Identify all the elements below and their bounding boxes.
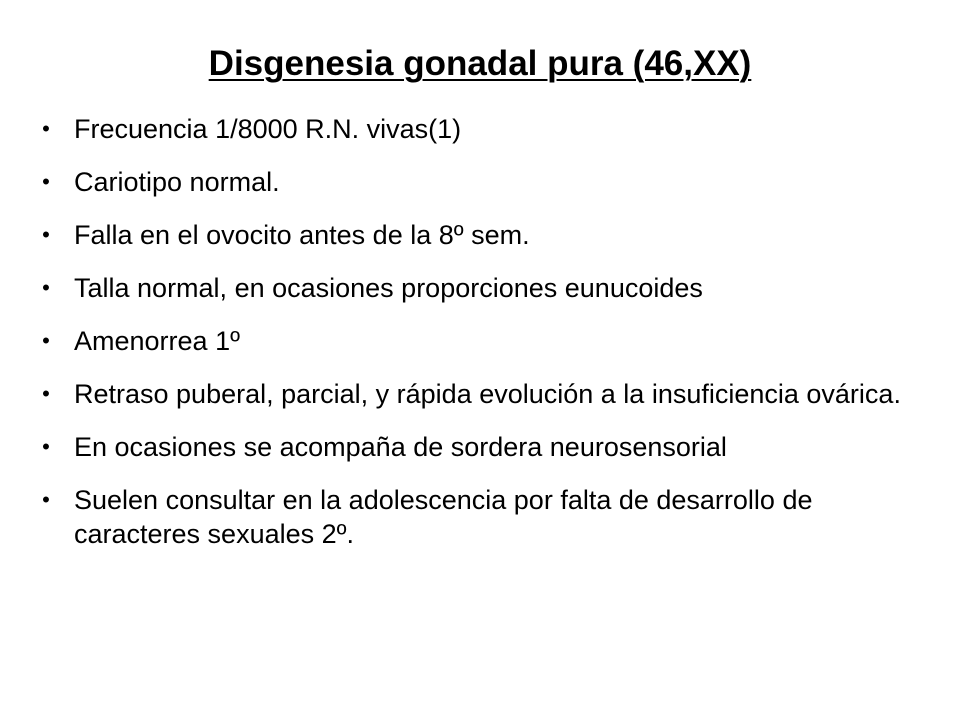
- bullet-item: [36, 483, 916, 551]
- bullet-dot-icon: •: [42, 434, 50, 459]
- bullet-item: [36, 324, 916, 358]
- bullet-dot-icon: •: [42, 381, 50, 406]
- bullet-dot-icon: •: [42, 116, 50, 141]
- bullet-text: Falla en el ovocito antes de la 8º sem.: [74, 220, 530, 250]
- bullet-dot-icon: •: [42, 222, 50, 247]
- bullet-dot-icon: •: [42, 328, 50, 353]
- bullet-text: Suelen consultar en la adolescencia por falta de desarrollo de caracteres sexuales 2º.: [74, 485, 813, 549]
- bullet-item: [36, 271, 916, 305]
- bullet-dot-icon: •: [42, 487, 50, 512]
- bullet-item: [36, 430, 916, 464]
- bullet-item: [36, 218, 916, 252]
- bullet-text: Amenorrea 1º: [74, 326, 240, 356]
- bullet-dot-icon: •: [42, 169, 50, 194]
- bullet-text: En ocasiones se acompaña de sordera neurosensorial: [74, 432, 727, 462]
- slide-title: Disgenesia gonadal pura (46,XX): [208, 44, 752, 83]
- bullet-text: Frecuencia 1/8000 R.N. vivas(1): [74, 114, 462, 144]
- bullet-list: [36, 112, 916, 570]
- bullet-text: Cariotipo normal.: [74, 167, 280, 197]
- bullet-item: [36, 165, 916, 199]
- bullet-text: Talla normal, en ocasiones proporciones eunucoides: [74, 273, 703, 303]
- bullet-text: Retraso puberal, parcial, y rápida evolución a la insuficiencia ovárica.: [74, 379, 901, 409]
- bullet-item: [36, 377, 916, 411]
- bullet-item: [36, 112, 916, 146]
- bullet-dot-icon: •: [42, 275, 50, 300]
